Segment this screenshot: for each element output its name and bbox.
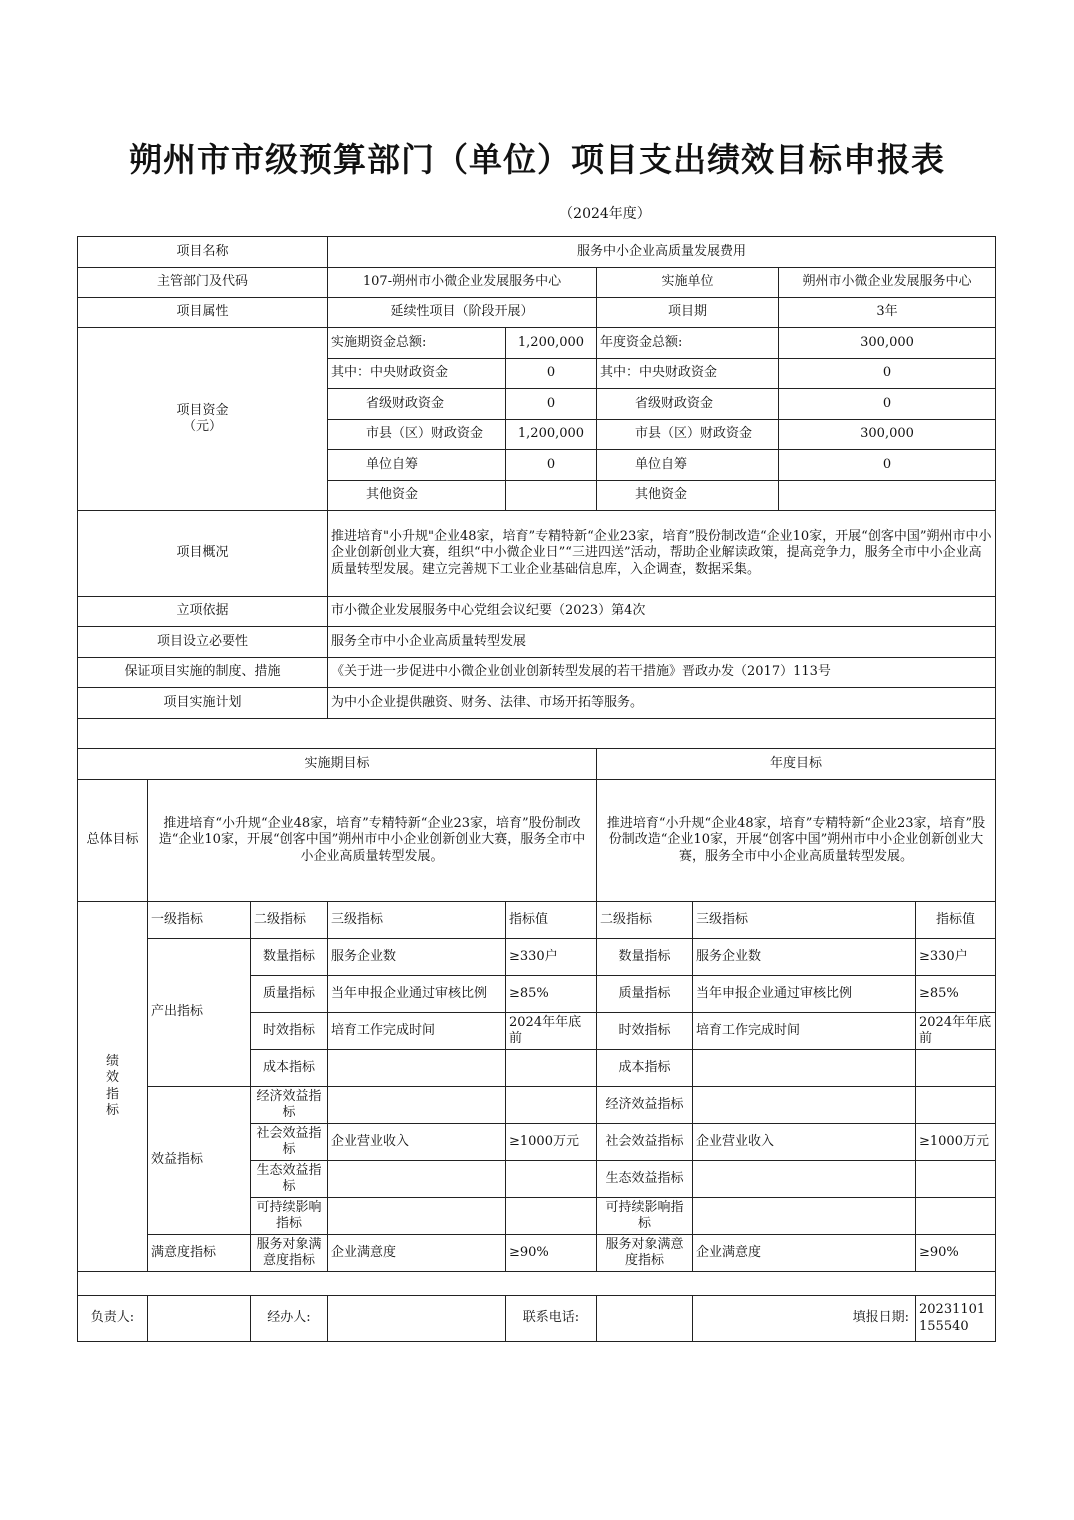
- funds-label-line1: 项目资金: [176, 402, 229, 418]
- dept-label: 主管部门及代码: [78, 268, 328, 298]
- attr-label: 项目属性: [78, 298, 328, 328]
- ind-l3: 当年申报企业通过审核比例: [328, 976, 506, 1013]
- ind-annual-l2: 可持续影响指标: [597, 1198, 693, 1235]
- ind-l2: 服务对象满意度指标: [251, 1235, 328, 1272]
- plan-label: 项目实施计划: [78, 688, 328, 719]
- funds-annual-label-5: 单位自筹: [597, 450, 779, 481]
- spacer-cell: [78, 1272, 996, 1296]
- header-l2: 二级指标: [251, 902, 328, 939]
- row-department: [78, 268, 996, 298]
- funds-annual-value-2: 0: [779, 359, 996, 389]
- ind-l3: [328, 1087, 506, 1124]
- funds-annual-value-4: 300,000: [779, 420, 996, 450]
- ind-l3: 企业满意度: [328, 1235, 506, 1272]
- indicator-row: [78, 939, 996, 976]
- funds-annual-label-1: 年度资金总额:: [597, 328, 779, 359]
- ind-annual-l3: 企业满意度: [693, 1235, 916, 1272]
- indicators-label-char-1: 绩: [105, 1054, 119, 1069]
- ind-l2: 生态效益指标: [251, 1161, 328, 1198]
- header-l3: 三级指标: [328, 902, 506, 939]
- ind-l2: 数量指标: [251, 939, 328, 976]
- ind-annual-l2: 质量指标: [597, 976, 693, 1013]
- ind-annual-val: 2024年年底前: [916, 1013, 996, 1050]
- overview-value: 推进培育"小升规"企业48家，培育”专精特新“企业23家，培育”股份制改造“企业10家，开展“创客中国”朔州市中小企业创新创业大赛，组织“中小微企业日”“三进四送”活动，帮助企业解读政策，提高竞争力，服务全市中小企业高质量转型发展。建立完善规下工业企业基础信息库，入企调查，数据采集。: [328, 511, 996, 597]
- page-title: 朔州市市级预算部门（单位）项目支出绩效目标申报表: [129, 140, 945, 179]
- leader-label: 负责人:: [78, 1296, 148, 1342]
- funds-value-3: 0: [506, 389, 597, 420]
- spacer-cell: [78, 719, 996, 749]
- funds-annual-label-4: 市县（区）财政资金: [597, 420, 779, 450]
- overall-goal-label: 总体目标: [78, 780, 148, 902]
- ind-annual-l3: [693, 1050, 916, 1087]
- ind-annual-l3: 培育工作完成时间: [693, 1013, 916, 1050]
- leader-value: [148, 1296, 251, 1342]
- ind-val: ≥85%: [506, 976, 597, 1013]
- row-basis: [78, 597, 996, 627]
- project-name-value: 服务中小企业高质量发展费用: [328, 237, 996, 268]
- overview-label: 项目概况: [78, 511, 328, 597]
- ind-annual-val: [916, 1198, 996, 1235]
- ind-annual-val: ≥85%: [916, 976, 996, 1013]
- ind-annual-val: ≥90%: [916, 1235, 996, 1272]
- indicator-row: [78, 1087, 996, 1124]
- spacer-row: [78, 719, 996, 749]
- benefit-indicator-label: 效益指标: [148, 1087, 251, 1235]
- ind-val: [506, 1161, 597, 1198]
- period-value: 3年: [779, 298, 996, 328]
- basis-value: 市小微企业发展服务中心党组会议纪要（2023）第4次: [328, 597, 996, 627]
- ind-l2: 时效指标: [251, 1013, 328, 1050]
- funds-label: [78, 328, 328, 511]
- year-subtitle: （2024年度）: [559, 206, 651, 222]
- ind-l3: 服务企业数: [328, 939, 506, 976]
- funds-label-6: 其他资金: [328, 481, 506, 511]
- header-l1: 一级指标: [148, 902, 251, 939]
- dept-value: 107-朔州市小微企业发展服务中心: [328, 268, 597, 298]
- funds-annual-label-6: 其他资金: [597, 481, 779, 511]
- ind-val: [506, 1087, 597, 1124]
- date-label: 填报日期:: [693, 1296, 916, 1342]
- period-goal-text: 推进培育“小升规“企业48家，培育”专精特新“企业23家，培育”股份制改造“企业10家，开展“创客中国”朔州市中小企业创新创业大赛，服务全市中小企业高质量转型发展。: [148, 780, 597, 902]
- funds-annual-label-3: 省级财政资金: [597, 389, 779, 420]
- indicators-label-char-4: 标: [105, 1102, 119, 1118]
- impl-unit-value: 朔州市小微企业发展服务中心: [779, 268, 996, 298]
- funds-value-1: 1,200,000: [506, 328, 597, 359]
- annual-goal-header: 年度目标: [597, 749, 996, 780]
- ind-l3: [328, 1198, 506, 1235]
- ind-annual-val: ≥1000万元: [916, 1124, 996, 1161]
- ind-annual-l3: 企业营业收入: [693, 1124, 916, 1161]
- ind-l3: 企业营业收入: [328, 1124, 506, 1161]
- ind-l3: [328, 1161, 506, 1198]
- ind-l2: 可持续影响指标: [251, 1198, 328, 1235]
- funds-value-2: 0: [506, 359, 597, 389]
- handler-label: 经办人:: [251, 1296, 328, 1342]
- attr-value: 延续性项目（阶段开展）: [328, 298, 597, 328]
- funds-label-3: 省级财政资金: [328, 389, 506, 420]
- ind-l2: 成本指标: [251, 1050, 328, 1087]
- funds-annual-value-6: [779, 481, 996, 511]
- ind-val: ≥90%: [506, 1235, 597, 1272]
- handler-value: [328, 1296, 506, 1342]
- phone-value: [597, 1296, 693, 1342]
- indicator-row: [78, 1235, 996, 1272]
- header-annual-val: 指标值: [916, 902, 996, 939]
- annual-goal-text: 推进培育“小升规“企业48家，培育”专精特新“企业23家，培育”股份制改造“企业10家，开展“创客中国”朔州市中小企业创新创业大赛，服务全市中小企业高质量转型发展。: [597, 780, 996, 902]
- indicators-label-char-3: 指: [105, 1086, 119, 1102]
- header-val: 指标值: [506, 902, 597, 939]
- ind-annual-l3: [693, 1161, 916, 1198]
- ind-annual-l2: 时效指标: [597, 1013, 693, 1050]
- period-goal-header: 实施期目标: [78, 749, 597, 780]
- ind-annual-l3: [693, 1087, 916, 1124]
- ind-annual-l3: 服务企业数: [693, 939, 916, 976]
- ind-annual-val: [916, 1050, 996, 1087]
- satisfaction-indicator-label: 满意度指标: [148, 1235, 251, 1272]
- row-overall-goal: [78, 780, 996, 902]
- ind-annual-l2: 服务对象满意度指标: [597, 1235, 693, 1272]
- funds-label-5: 单位自筹: [328, 450, 506, 481]
- ind-val: ≥1000万元: [506, 1124, 597, 1161]
- plan-value: 为中小企业提供融资、财务、法律、市场开拓等服务。: [328, 688, 996, 719]
- indicators-label-char-2: 效: [105, 1070, 119, 1086]
- ind-annual-l2: 社会效益指标: [597, 1124, 693, 1161]
- impl-unit-label: 实施单位: [597, 268, 779, 298]
- ind-l2: 经济效益指标: [251, 1087, 328, 1124]
- funds-label-1: 实施期资金总额:: [328, 328, 506, 359]
- ind-l2: 质量指标: [251, 976, 328, 1013]
- ind-annual-val: [916, 1161, 996, 1198]
- funds-annual-value-1: 300,000: [779, 328, 996, 359]
- row-necessity: [78, 627, 996, 658]
- header-annual-l3: 三级指标: [693, 902, 916, 939]
- footer-row: [78, 1296, 996, 1342]
- ind-annual-l2: 经济效益指标: [597, 1087, 693, 1124]
- necessity-label: 项目设立必要性: [78, 627, 328, 658]
- project-name-label: 项目名称: [78, 237, 328, 268]
- ind-val: ≥330户: [506, 939, 597, 976]
- performance-table: [77, 236, 996, 1342]
- phone-label: 联系电话:: [506, 1296, 597, 1342]
- ind-val: 2024年年底前: [506, 1013, 597, 1050]
- date-value: 20231101155540: [916, 1296, 996, 1342]
- ind-annual-val: [916, 1087, 996, 1124]
- measures-label: 保证项目实施的制度、措施: [78, 658, 328, 688]
- ind-val: [506, 1050, 597, 1087]
- basis-label: 立项依据: [78, 597, 328, 627]
- period-label: 项目期: [597, 298, 779, 328]
- row-plan: [78, 688, 996, 719]
- row-goal-headers: [78, 749, 996, 780]
- output-indicator-label: 产出指标: [148, 939, 251, 1087]
- measures-value: 《关于进一步促进中小微企业创业创新转型发展的若干措施》晋政办发（2017）113号: [328, 658, 996, 688]
- funds-label-2: 其中：中央财政资金: [328, 359, 506, 389]
- ind-val: [506, 1198, 597, 1235]
- funds-annual-value-3: 0: [779, 389, 996, 420]
- funds-annual-label-2: 其中：中央财政资金: [597, 359, 779, 389]
- funds-value-6: [506, 481, 597, 511]
- funds-label-4: 市县（区）财政资金: [328, 420, 506, 450]
- row-project-name: [78, 237, 996, 268]
- spacer-row: [78, 1272, 996, 1296]
- necessity-value: 服务全市中小企业高质量转型发展: [328, 627, 996, 658]
- funds-value-5: 0: [506, 450, 597, 481]
- row-attribute: [78, 298, 996, 328]
- ind-l3: [328, 1050, 506, 1087]
- indicator-header-row: [78, 902, 996, 939]
- funds-label-line2: （元）: [182, 419, 222, 434]
- funds-annual-value-5: 0: [779, 450, 996, 481]
- funds-value-4: 1,200,000: [506, 420, 597, 450]
- header-annual-l2: 二级指标: [597, 902, 693, 939]
- ind-annual-val: ≥330户: [916, 939, 996, 976]
- ind-annual-l2: 数量指标: [597, 939, 693, 976]
- ind-l3: 培育工作完成时间: [328, 1013, 506, 1050]
- funds-row: [78, 328, 996, 359]
- row-overview: [78, 511, 996, 597]
- ind-annual-l3: [693, 1198, 916, 1235]
- ind-annual-l3: 当年申报企业通过审核比例: [693, 976, 916, 1013]
- indicators-label: [78, 902, 148, 1272]
- row-measures: [78, 658, 996, 688]
- ind-annual-l2: 成本指标: [597, 1050, 693, 1087]
- ind-l2: 社会效益指标: [251, 1124, 328, 1161]
- ind-annual-l2: 生态效益指标: [597, 1161, 693, 1198]
